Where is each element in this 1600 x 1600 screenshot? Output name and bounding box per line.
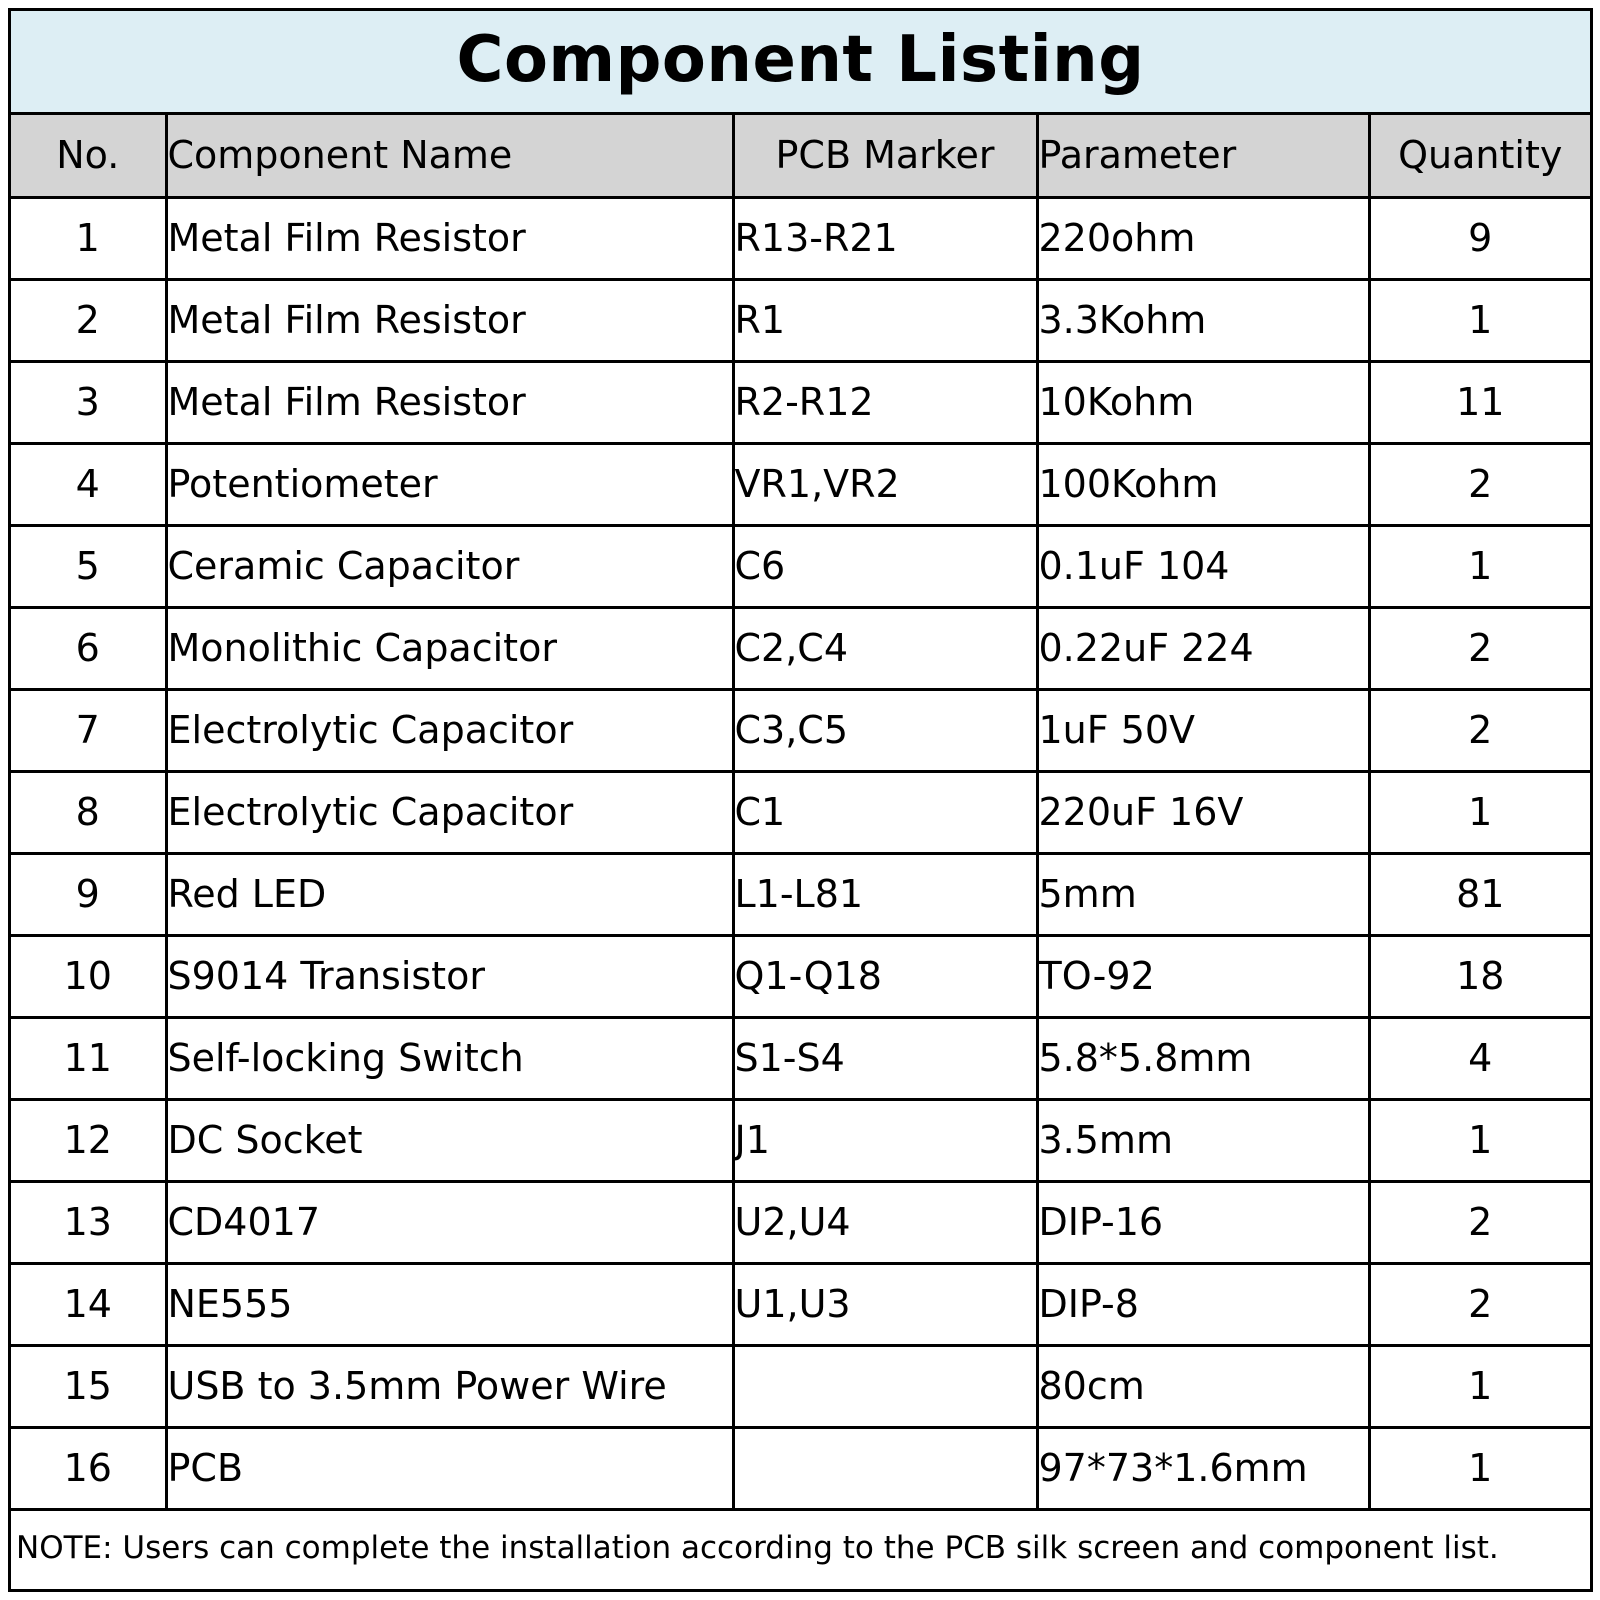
cell-component-name: DC Socket: [166, 1099, 733, 1181]
cell-pcb-marker: R2-R12: [733, 361, 1037, 443]
page-title: Component Listing: [456, 22, 1145, 97]
cell-quantity: 18: [1369, 935, 1590, 1017]
cell-quantity: 1: [1369, 525, 1590, 607]
table-row: [11, 689, 1590, 771]
cell-quantity: 1: [1369, 1099, 1590, 1181]
table-row: [11, 443, 1590, 525]
cell-pcb-marker: C1: [733, 771, 1037, 853]
cell-component-name: Electrolytic Capacitor: [166, 689, 733, 771]
cell-component-name: Monolithic Capacitor: [166, 607, 733, 689]
note-row: [11, 1507, 1590, 1589]
cell-parameter: TO-92: [1037, 935, 1369, 1017]
cell-no: 6: [11, 607, 166, 689]
cell-component-name: Electrolytic Capacitor: [166, 771, 733, 853]
cell-quantity: 11: [1369, 361, 1590, 443]
cell-pcb-marker: U1,U3: [733, 1263, 1037, 1345]
table-row: [11, 1345, 1590, 1427]
header-component-name: Component Name: [166, 115, 733, 197]
cell-pcb-marker: C2,C4: [733, 607, 1037, 689]
cell-parameter: 220uF 16V: [1037, 771, 1369, 853]
cell-parameter: 220ohm: [1037, 197, 1369, 279]
cell-quantity: 9: [1369, 197, 1590, 279]
cell-no: 16: [11, 1427, 166, 1509]
cell-component-name: Metal Film Resistor: [166, 361, 733, 443]
header-pcb-marker: PCB Marker: [733, 115, 1037, 197]
title-band: [11, 11, 1590, 115]
cell-parameter: DIP-8: [1037, 1263, 1369, 1345]
header-parameter: Parameter: [1037, 115, 1369, 197]
cell-no: 12: [11, 1099, 166, 1181]
cell-quantity: 1: [1369, 1345, 1590, 1427]
cell-pcb-marker: VR1,VR2: [733, 443, 1037, 525]
cell-no: 9: [11, 853, 166, 935]
table-row: [11, 853, 1590, 935]
cell-component-name: Ceramic Capacitor: [166, 525, 733, 607]
cell-pcb-marker: R13-R21: [733, 197, 1037, 279]
table-body: [11, 197, 1590, 1509]
cell-no: 2: [11, 279, 166, 361]
cell-quantity: 1: [1369, 1427, 1590, 1509]
cell-quantity: 4: [1369, 1017, 1590, 1099]
component-listing-sheet: [8, 8, 1593, 1592]
cell-no: 11: [11, 1017, 166, 1099]
table-row: [11, 1263, 1590, 1345]
cell-no: 15: [11, 1345, 166, 1427]
cell-pcb-marker: R1: [733, 279, 1037, 361]
cell-no: 13: [11, 1181, 166, 1263]
table-header-row: [11, 115, 1590, 197]
table-row: [11, 1427, 1590, 1509]
header-quantity: Quantity: [1369, 115, 1590, 197]
cell-pcb-marker: J1: [733, 1099, 1037, 1181]
cell-parameter: 10Kohm: [1037, 361, 1369, 443]
cell-parameter: 100Kohm: [1037, 443, 1369, 525]
cell-quantity: 1: [1369, 279, 1590, 361]
cell-no: 10: [11, 935, 166, 1017]
table-row: [11, 935, 1590, 1017]
cell-component-name: Metal Film Resistor: [166, 279, 733, 361]
cell-parameter: DIP-16: [1037, 1181, 1369, 1263]
cell-parameter: 80cm: [1037, 1345, 1369, 1427]
cell-component-name: S9014 Transistor: [166, 935, 733, 1017]
table-row: [11, 525, 1590, 607]
cell-pcb-marker: [733, 1345, 1037, 1427]
cell-pcb-marker: S1-S4: [733, 1017, 1037, 1099]
cell-component-name: CD4017: [166, 1181, 733, 1263]
cell-parameter: 5.8*5.8mm: [1037, 1017, 1369, 1099]
table-row: [11, 197, 1590, 279]
cell-parameter: 97*73*1.6mm: [1037, 1427, 1369, 1509]
cell-quantity: 2: [1369, 607, 1590, 689]
cell-no: 7: [11, 689, 166, 771]
cell-pcb-marker: L1-L81: [733, 853, 1037, 935]
cell-quantity: 2: [1369, 443, 1590, 525]
note-text: NOTE: Users can complete the installation according to the PCB silk screen and component list.: [16, 1530, 1499, 1566]
cell-no: 4: [11, 443, 166, 525]
cell-pcb-marker: C6: [733, 525, 1037, 607]
cell-component-name: NE555: [166, 1263, 733, 1345]
cell-pcb-marker: C3,C5: [733, 689, 1037, 771]
cell-component-name: Metal Film Resistor: [166, 197, 733, 279]
cell-parameter: 1uF 50V: [1037, 689, 1369, 771]
table-row: [11, 361, 1590, 443]
cell-quantity: 2: [1369, 1263, 1590, 1345]
cell-component-name: Red LED: [166, 853, 733, 935]
cell-component-name: Self-locking Switch: [166, 1017, 733, 1099]
header-no: No.: [11, 115, 166, 197]
cell-component-name: USB to 3.5mm Power Wire: [166, 1345, 733, 1427]
table-row: [11, 1017, 1590, 1099]
cell-component-name: Potentiometer: [166, 443, 733, 525]
table-row: [11, 771, 1590, 853]
cell-no: 5: [11, 525, 166, 607]
cell-parameter: 0.22uF 224: [1037, 607, 1369, 689]
cell-quantity: 2: [1369, 689, 1590, 771]
cell-pcb-marker: Q1-Q18: [733, 935, 1037, 1017]
cell-quantity: 81: [1369, 853, 1590, 935]
cell-parameter: 3.5mm: [1037, 1099, 1369, 1181]
cell-quantity: 2: [1369, 1181, 1590, 1263]
cell-no: 8: [11, 771, 166, 853]
cell-parameter: 5mm: [1037, 853, 1369, 935]
table-row: [11, 279, 1590, 361]
cell-no: 1: [11, 197, 166, 279]
cell-component-name: PCB: [166, 1427, 733, 1509]
table-row: [11, 1181, 1590, 1263]
table-row: [11, 607, 1590, 689]
cell-parameter: 3.3Kohm: [1037, 279, 1369, 361]
component-table: [11, 115, 1590, 1511]
cell-pcb-marker: U2,U4: [733, 1181, 1037, 1263]
cell-no: 14: [11, 1263, 166, 1345]
cell-quantity: 1: [1369, 771, 1590, 853]
cell-no: 3: [11, 361, 166, 443]
cell-parameter: 0.1uF 104: [1037, 525, 1369, 607]
table-row: [11, 1099, 1590, 1181]
cell-pcb-marker: [733, 1427, 1037, 1509]
